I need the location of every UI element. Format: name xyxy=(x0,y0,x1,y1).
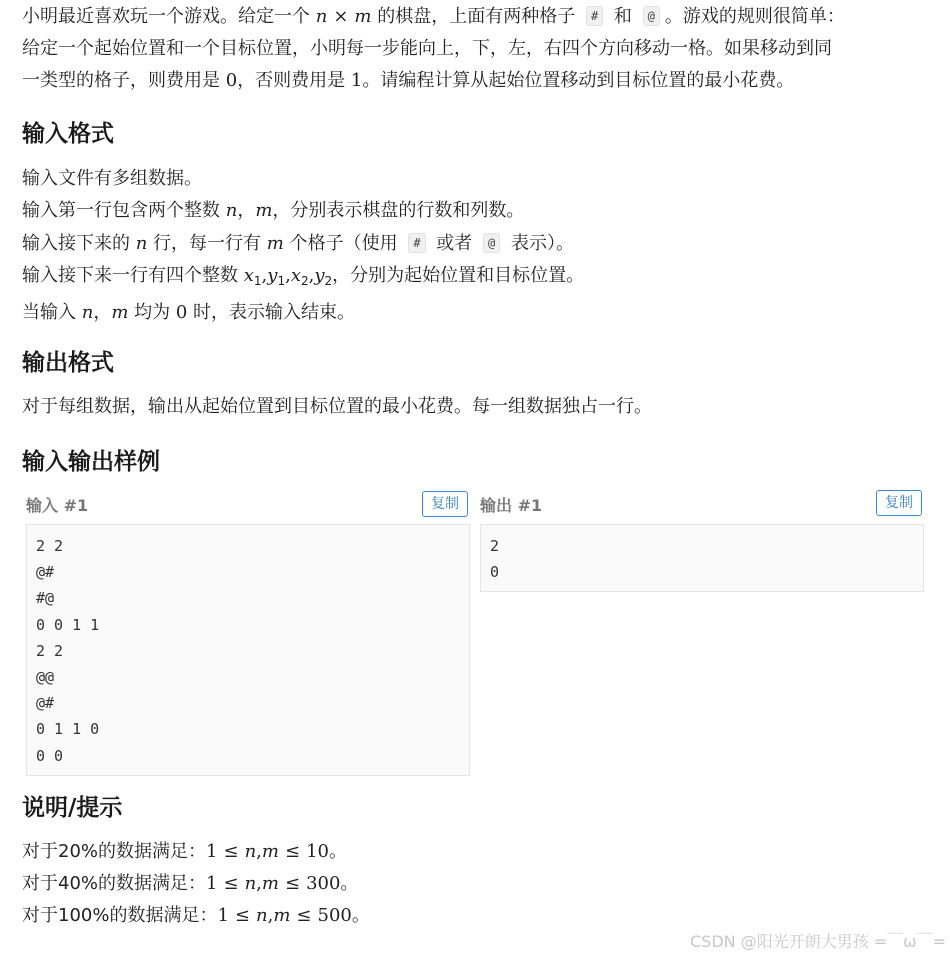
samples-heading: 输入输出样例 xyxy=(22,449,160,475)
csdn-watermark: CSDN @阳光开朗大男孩 =￣ω￣= xyxy=(689,932,946,951)
sample-output-label: 输出 #1 xyxy=(480,496,543,515)
sample-output-line: 0 xyxy=(490,563,500,582)
hash-code: # xyxy=(408,233,425,253)
sample-input-line: 0 0 xyxy=(36,746,64,765)
sample-input-line: @@ xyxy=(36,668,55,687)
copy-input-button[interactable]: 复制 xyxy=(422,491,468,517)
output-format-line: 对于每组数据，输出从起始位置到目标位置的最小花费。每一组数据独占一行。 xyxy=(22,396,652,417)
description-line: 一类型的格子，则费用是 0，否则费用是 1。请编程计算从起始位置移动到目标位置的最小花费。 xyxy=(22,70,795,91)
sample-input-line: #@ xyxy=(36,589,55,608)
input-format-line: 输入接下来一行有四个整数 $x_1,y_1,x_2,y_2$，分别为起始位置和目标位置。 xyxy=(22,265,585,288)
hash-code: # xyxy=(586,6,603,26)
input-format-line: 输入文件有多组数据。 xyxy=(22,168,202,189)
sample-input-label: 输入 #1 xyxy=(26,496,89,515)
input-format-line: 输入接下来的 n 行，每一行有 m 个格子（使用 # 或者 @ 表示）。 xyxy=(22,233,574,254)
description-line: 小明最近喜欢玩一个游戏。给定一个 n × m 的棋盘，上面有两种格子 # 和 @ 。游戏的规则很简单： xyxy=(22,6,845,27)
problem-description xyxy=(22,0,936,97)
at-code: @ xyxy=(643,6,660,26)
sample-output-box[interactable] xyxy=(480,524,924,592)
input-format-heading: 输入格式 xyxy=(22,121,114,147)
sample-input-line: 2 2 xyxy=(36,537,64,555)
sample-input-line: 0 0 1 1 xyxy=(36,615,100,634)
input-format-line: 输入第一行包含两个整数 n，m，分别表示棋盘的行数和列数。 xyxy=(22,200,525,221)
output-format-body xyxy=(22,391,936,423)
input-format-body xyxy=(22,163,936,329)
sample-input-line: 0 1 1 0 xyxy=(36,720,100,739)
input-format-line: 当输入 n，m 均为 0 时，表示输入结束。 xyxy=(22,302,356,323)
at-code: @ xyxy=(483,233,500,253)
hint-line: 对于100%的数据满足：1 ≤ n,m ≤ 500。 xyxy=(22,905,370,926)
sample-input-box[interactable] xyxy=(26,524,470,776)
output-format-heading: 输出格式 xyxy=(22,350,114,376)
sample-input-line: @# xyxy=(36,563,55,582)
sample-input-line: 2 2 xyxy=(36,641,64,660)
description-line: 给定一个起始位置和一个目标位置，小明每一步能向上，下，左，右四个方向移动一格。如果移动到同 xyxy=(22,38,832,59)
hint-line: 对于40%的数据满足：1 ≤ n,m ≤ 300。 xyxy=(22,873,359,894)
hints-heading: 说明/提示 xyxy=(22,795,123,821)
copy-output-button[interactable]: 复制 xyxy=(876,490,922,516)
sample-output-line: 2 xyxy=(490,537,500,555)
hints-body xyxy=(22,836,936,932)
sample-input-line: @# xyxy=(36,694,55,713)
hint-line: 对于20%的数据满足：1 ≤ n,m ≤ 10。 xyxy=(22,841,347,862)
